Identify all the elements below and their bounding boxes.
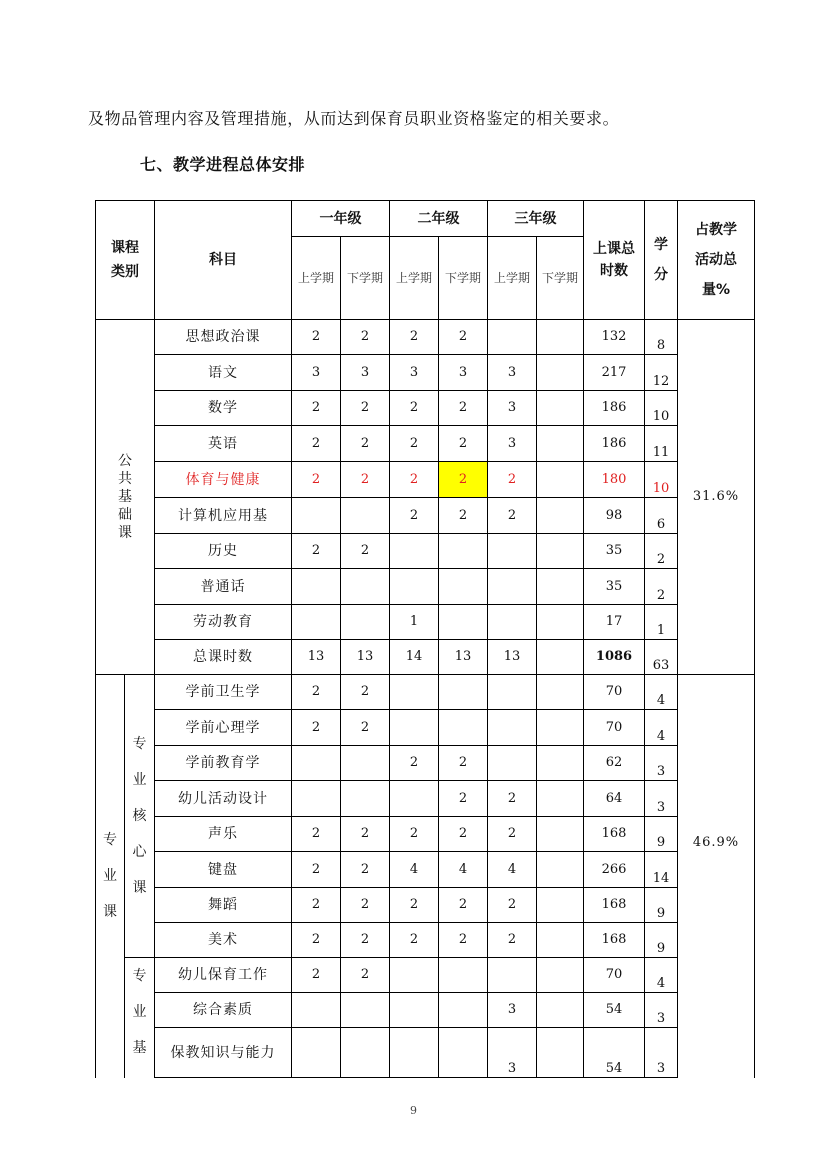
weekly-hours-cell [390,958,439,993]
weekly-hours-cell [537,958,584,993]
weekly-hours-cell: 4 [488,852,537,888]
weekly-hours-cell: 2 [439,426,488,462]
weekly-hours-cell [341,746,390,781]
term-label: 下学期 [537,237,584,320]
weekly-hours-cell: 3 [488,1028,537,1078]
percent-major-value: 46.9% [692,835,740,850]
total-hours-cell: 35 [584,569,645,605]
total-hours-cell: 35 [584,534,645,569]
weekly-hours-cell: 2 [292,852,341,888]
category-major-basic [125,958,155,1078]
total-hours-cell: 266 [584,852,645,888]
credit-cell: 3 [645,781,678,817]
weekly-hours-cell: 2 [439,781,488,817]
credit-cell: 4 [645,710,678,746]
subject-cell: 劳动教育 [155,605,292,640]
weekly-hours-cell [537,605,584,640]
weekly-hours-cell [439,675,488,710]
term-label: 上学期 [390,237,439,320]
weekly-hours-cell [439,710,488,746]
intro-paragraph: 及物品管理内容及管理措施，从而达到保育员职业资格鉴定的相关要求。 [88,109,620,128]
page-number: 9 [410,1104,417,1117]
table-row [96,781,755,817]
credit-cell: 8 [645,320,678,355]
table-row [96,569,755,605]
weekly-hours-cell: 2 [439,923,488,958]
weekly-hours-cell [292,746,341,781]
weekly-hours-cell [537,320,584,355]
weekly-hours-cell [341,781,390,817]
weekly-hours-cell [537,993,584,1028]
weekly-hours-cell [537,923,584,958]
credit-cell: 9 [645,888,678,923]
table-row [96,817,755,852]
weekly-hours-cell [439,569,488,605]
credit-cell: 2 [645,569,678,605]
weekly-hours-cell [292,498,341,534]
weekly-hours-cell: 2 [341,817,390,852]
weekly-hours-cell: 2 [439,462,488,498]
table-row [96,1028,755,1078]
weekly-hours-cell: 2 [292,462,341,498]
weekly-hours-cell [537,888,584,923]
weekly-hours-cell: 14 [390,640,439,675]
credit-cell: 4 [645,958,678,993]
subject-cell: 学前心理学 [155,710,292,746]
weekly-hours-cell: 13 [488,640,537,675]
total-hours-cell: 98 [584,498,645,534]
weekly-hours-cell: 2 [439,391,488,426]
weekly-hours-cell: 1 [390,605,439,640]
total-hours-cell: 62 [584,746,645,781]
category-public [96,320,155,675]
subject-cell: 声乐 [155,817,292,852]
weekly-hours-cell [488,675,537,710]
subject-cell: 美术 [155,923,292,958]
term-label: 下学期 [341,237,390,320]
subject-cell: 数学 [155,391,292,426]
total-hours-cell: 70 [584,675,645,710]
weekly-hours-cell [537,746,584,781]
weekly-hours-cell: 2 [390,817,439,852]
weekly-hours-cell: 3 [439,355,488,391]
weekly-hours-cell: 2 [292,923,341,958]
credit-cell: 12 [645,355,678,391]
credit-cell: 2 [645,534,678,569]
category-label: 专业基 [132,968,147,1056]
weekly-hours-cell [390,781,439,817]
total-hours-cell: 70 [584,710,645,746]
term-label: 上学期 [488,237,537,320]
weekly-hours-cell: 2 [341,958,390,993]
table-row [96,675,755,710]
total-hours-cell: 54 [584,1028,645,1078]
credit-cell: 4 [645,675,678,710]
weekly-hours-cell [537,781,584,817]
weekly-hours-cell: 13 [439,640,488,675]
table-row [96,746,755,781]
weekly-hours-cell [537,534,584,569]
credit-cell: 6 [645,498,678,534]
weekly-hours-cell: 2 [439,817,488,852]
weekly-hours-cell: 2 [292,817,341,852]
weekly-hours-cell [537,675,584,710]
weekly-hours-cell [537,426,584,462]
weekly-hours-cell [488,320,537,355]
weekly-hours-cell: 2 [390,320,439,355]
credit-cell: 3 [645,1028,678,1078]
weekly-hours-cell: 2 [341,710,390,746]
weekly-hours-cell [488,710,537,746]
weekly-hours-cell [537,817,584,852]
weekly-hours-cell [390,1028,439,1078]
weekly-hours-cell: 2 [390,391,439,426]
total-hours-cell: 217 [584,355,645,391]
credit-cell: 3 [645,993,678,1028]
table-row [96,534,755,569]
weekly-hours-cell [341,993,390,1028]
table-row [96,923,755,958]
weekly-hours-cell [390,534,439,569]
weekly-hours-cell [292,781,341,817]
subject-cell: 幼儿活动设计 [155,781,292,817]
table-row [96,852,755,888]
subject-cell: 学前教育学 [155,746,292,781]
weekly-hours-cell: 2 [488,462,537,498]
subject-cell: 幼儿保育工作 [155,958,292,993]
weekly-hours-cell: 2 [341,675,390,710]
weekly-hours-cell: 3 [292,355,341,391]
weekly-hours-cell: 2 [439,320,488,355]
weekly-hours-cell [537,640,584,675]
header-credits: 学分 [645,201,678,320]
subject-cell: 英语 [155,426,292,462]
subject-cell: 计算机应用基 [155,498,292,534]
subject-cell: 保教知识与能力 [155,1028,292,1078]
category-label: 专业核心课 [132,736,147,896]
weekly-hours-cell: 2 [488,817,537,852]
header-category: 课程类别 [96,201,155,320]
weekly-hours-cell: 2 [439,888,488,923]
total-hours-cell: 70 [584,958,645,993]
header-percent: 占教学活动总量% [678,201,755,320]
weekly-hours-cell: 3 [488,355,537,391]
total-hours-cell: 168 [584,923,645,958]
weekly-hours-cell: 3 [341,355,390,391]
table-row [96,888,755,923]
header-grade3: 三年级 [488,201,584,237]
header-subject: 科目 [155,201,292,320]
subject-cell: 键盘 [155,852,292,888]
credit-cell: 14 [645,852,678,888]
weekly-hours-cell [537,710,584,746]
weekly-hours-cell: 2 [488,498,537,534]
weekly-hours-cell [537,498,584,534]
weekly-hours-cell: 2 [390,462,439,498]
weekly-hours-cell [341,1028,390,1078]
total-hours-cell: 186 [584,391,645,426]
weekly-hours-cell: 2 [488,923,537,958]
weekly-hours-cell: 2 [390,426,439,462]
subject-cell: 语文 [155,355,292,391]
table-row [96,426,755,462]
weekly-hours-cell: 2 [390,888,439,923]
credit-cell: 10 [645,462,678,498]
teaching-schedule-table [95,200,755,1078]
weekly-hours-cell [439,993,488,1028]
credit-cell: 3 [645,746,678,781]
subject-cell: 历史 [155,534,292,569]
weekly-hours-cell: 3 [488,426,537,462]
table-row [96,605,755,640]
weekly-hours-cell [439,1028,488,1078]
table-row [96,355,755,391]
total-hours-cell: 168 [584,817,645,852]
weekly-hours-cell: 2 [341,852,390,888]
weekly-hours-cell [390,675,439,710]
credit-cell: 9 [645,817,678,852]
weekly-hours-cell: 2 [292,675,341,710]
weekly-hours-cell [341,569,390,605]
weekly-hours-cell: 2 [292,391,341,426]
total-hours-cell: 186 [584,426,645,462]
weekly-hours-cell: 2 [341,426,390,462]
credit-cell: 11 [645,426,678,462]
weekly-hours-cell: 2 [390,746,439,781]
total-hours-cell: 1086 [584,640,645,675]
total-hours-cell: 168 [584,888,645,923]
weekly-hours-cell: 3 [488,993,537,1028]
weekly-hours-cell [537,391,584,426]
table-row [96,391,755,426]
weekly-hours-cell: 3 [390,355,439,391]
weekly-hours-cell: 2 [439,498,488,534]
weekly-hours-cell [390,710,439,746]
percent-public: 31.6% [678,320,755,675]
category-label: 专业课 [103,832,117,921]
subject-cell: 综合素质 [155,993,292,1028]
category-major-core [125,675,155,958]
total-hours-cell: 64 [584,781,645,817]
header-grade1: 一年级 [292,201,390,237]
weekly-hours-cell [537,569,584,605]
header-total-hours: 上课总时数 [584,201,645,320]
weekly-hours-cell [488,958,537,993]
weekly-hours-cell: 2 [292,320,341,355]
weekly-hours-cell [341,498,390,534]
weekly-hours-cell [390,569,439,605]
section-title: 七、教学进程总体安排 [140,155,306,174]
weekly-hours-cell [488,569,537,605]
weekly-hours-cell: 2 [292,534,341,569]
weekly-hours-cell: 2 [341,888,390,923]
weekly-hours-cell: 2 [341,320,390,355]
table-row [96,498,755,534]
weekly-hours-cell: 4 [439,852,488,888]
total-hours-cell: 54 [584,993,645,1028]
category-label: 公共基础课 [118,453,132,541]
weekly-hours-cell: 2 [488,888,537,923]
header-grade2: 二年级 [390,201,488,237]
table-row [96,320,755,355]
weekly-hours-cell [488,746,537,781]
weekly-hours-cell: 4 [390,852,439,888]
credit-cell: 9 [645,923,678,958]
weekly-hours-cell [292,993,341,1028]
weekly-hours-cell: 2 [292,426,341,462]
subject-cell: 舞蹈 [155,888,292,923]
table-row [96,993,755,1028]
weekly-hours-cell: 2 [292,888,341,923]
subject-cell: 总课时数 [155,640,292,675]
weekly-hours-cell [439,605,488,640]
weekly-hours-cell [292,569,341,605]
term-label: 下学期 [439,237,488,320]
weekly-hours-cell: 2 [390,923,439,958]
weekly-hours-cell: 13 [341,640,390,675]
weekly-hours-cell [537,1028,584,1078]
weekly-hours-cell: 13 [292,640,341,675]
weekly-hours-cell: 2 [488,781,537,817]
weekly-hours-cell [439,534,488,569]
total-hours-cell: 17 [584,605,645,640]
weekly-hours-cell [488,605,537,640]
credit-cell: 1 [645,605,678,640]
credit-cell: 10 [645,391,678,426]
weekly-hours-cell: 2 [341,462,390,498]
total-hours-cell: 132 [584,320,645,355]
weekly-hours-cell [292,1028,341,1078]
subject-cell: 普通话 [155,569,292,605]
weekly-hours-cell: 2 [292,958,341,993]
weekly-hours-cell: 2 [439,746,488,781]
weekly-hours-cell [439,958,488,993]
weekly-hours-cell: 2 [292,710,341,746]
weekly-hours-cell: 2 [341,534,390,569]
weekly-hours-cell: 2 [390,498,439,534]
weekly-hours-cell [537,462,584,498]
term-label: 上学期 [292,237,341,320]
total-hours-cell: 180 [584,462,645,498]
table-row [96,462,755,498]
weekly-hours-cell [537,852,584,888]
weekly-hours-cell [537,355,584,391]
weekly-hours-cell [292,605,341,640]
subject-cell: 思想政治课 [155,320,292,355]
weekly-hours-cell: 2 [341,923,390,958]
weekly-hours-cell: 3 [488,391,537,426]
category-major [96,675,125,1078]
percent-major [678,675,755,1078]
table-row [96,710,755,746]
subject-cell: 学前卫生学 [155,675,292,710]
subject-cell: 体育与健康 [155,462,292,498]
weekly-hours-cell [390,993,439,1028]
table-row [96,640,755,675]
weekly-hours-cell: 2 [341,391,390,426]
credit-cell: 63 [645,640,678,675]
weekly-hours-cell [341,605,390,640]
weekly-hours-cell [488,534,537,569]
table-row [96,958,755,993]
